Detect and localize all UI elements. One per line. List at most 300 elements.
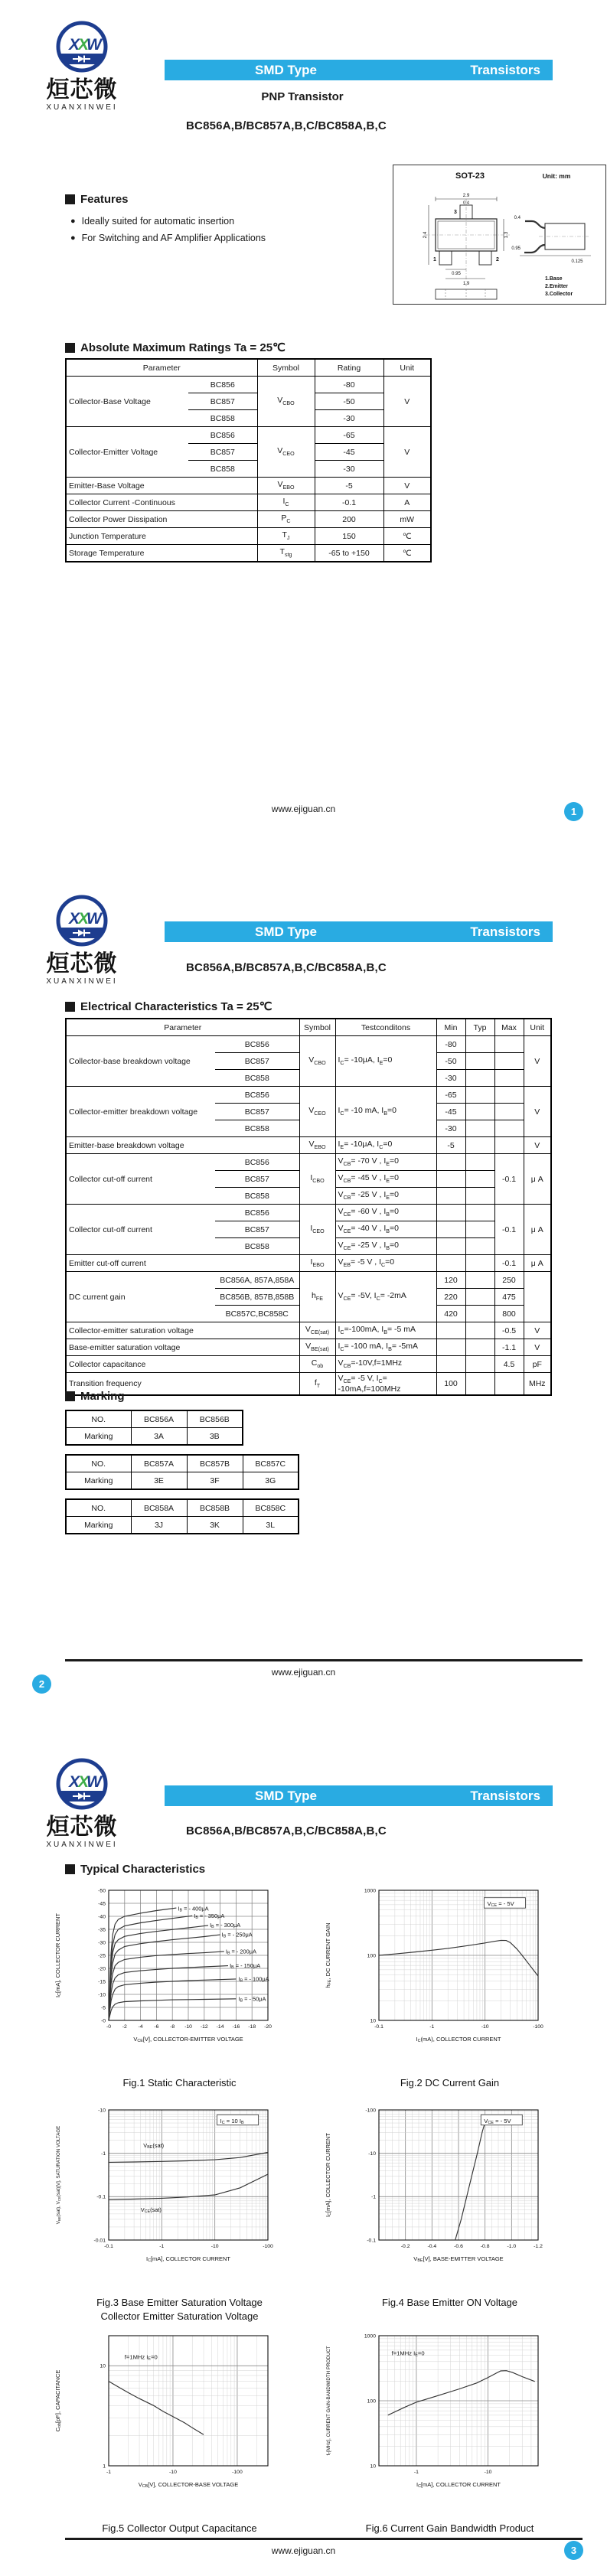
svg-text:-0.2: -0.2	[400, 2244, 410, 2249]
feature-item: ● Ideally suited for automatic insertion	[70, 216, 235, 227]
svg-text:10: 10	[370, 2018, 376, 2024]
table-row	[66, 1087, 551, 1104]
cell: BC858	[215, 1070, 299, 1087]
cell: BC857	[215, 1221, 299, 1238]
table-row	[66, 545, 431, 562]
cell	[465, 1356, 494, 1373]
fig6-gain-bandwidth-plot	[318, 2327, 582, 2518]
cell: Collector cut-off current	[66, 1154, 215, 1205]
cell	[494, 1104, 524, 1120]
table-row	[66, 528, 431, 545]
svg-text:-50: -50	[98, 1888, 106, 1894]
svg-text:-100: -100	[365, 2108, 376, 2114]
cell: BC858A	[131, 1499, 187, 1517]
cell: BC856	[215, 1205, 299, 1221]
svg-text:-1.0: -1.0	[507, 2244, 517, 2249]
brand-name-cn: 烜芯微	[46, 1815, 118, 1840]
cell: μ A	[524, 1154, 551, 1205]
svg-text:IC(mA), COLLECTOR CURRENT: IC(mA), COLLECTOR CURRENT	[416, 2036, 501, 2043]
cell: $T_J$	[257, 528, 315, 545]
cell: 250	[494, 1272, 524, 1289]
fig6-caption: Fig.6 Current Gain Bandwidth Product	[365, 2522, 534, 2534]
table-row	[66, 1272, 551, 1289]
cell: -0.1	[494, 1154, 524, 1205]
cell: $V_{CB}= -25$ V , $I_E=0$	[335, 1188, 436, 1205]
cell: Marking	[66, 1472, 131, 1490]
fig2-caption: Fig.2 DC Current Gain	[400, 2077, 500, 2089]
svg-text:10: 10	[100, 2363, 106, 2369]
cell: 220	[436, 1289, 465, 1306]
doc-title: BC856A,B/BC857A,B,C/BC858A,B,C	[186, 1824, 387, 1837]
marking-table	[65, 1454, 299, 1490]
cell	[494, 1070, 524, 1087]
cell: -1.1	[494, 1339, 524, 1356]
svg-text:1000: 1000	[364, 2333, 376, 2340]
svg-text:-12: -12	[200, 2024, 208, 2030]
svg-text:-0: -0	[106, 2024, 112, 2030]
cell	[494, 1120, 524, 1137]
header-left-label: SMD Type	[255, 62, 317, 77]
table-row	[66, 1339, 551, 1356]
electrical-heading: Electrical Characteristics Ta = 25℃	[65, 999, 272, 1013]
cell: BC857C,BC858C	[215, 1306, 299, 1322]
cell	[436, 1322, 465, 1339]
cell: 800	[494, 1306, 524, 1322]
cell	[494, 1137, 524, 1154]
cell: Collector Power Dissipation	[66, 511, 257, 528]
svg-text:-10: -10	[368, 2151, 376, 2157]
cell: -50	[436, 1053, 465, 1070]
fig1-static-characteristic-plot	[47, 1881, 312, 2072]
cell: $I_{CBO}$	[299, 1154, 335, 1205]
header-bar	[165, 921, 553, 942]
cell: NO.	[66, 1410, 131, 1428]
square-bullet-icon	[65, 1002, 75, 1012]
cell: Collector-Emitter Voltage	[66, 427, 188, 478]
cell: BC856	[215, 1036, 299, 1053]
svg-text:IB = - 50μA: IB = - 50μA	[238, 1995, 266, 2004]
svg-text:-0: -0	[100, 2018, 106, 2024]
svg-text:-0.6: -0.6	[454, 2244, 463, 2249]
cell: $P_C$	[257, 511, 315, 528]
footer-rule	[65, 1659, 583, 1661]
typical-heading: Typical Characteristics	[65, 1863, 205, 1876]
svg-text:-100: -100	[232, 2470, 243, 2475]
cell: BC856	[215, 1087, 299, 1104]
svg-text:1.9: 1.9	[462, 282, 470, 286]
package-drawing-box	[393, 165, 606, 305]
svg-text:-10: -10	[481, 2024, 489, 2030]
cell: 3B	[187, 1428, 243, 1446]
cell: BC856B, 857B,858B	[215, 1289, 299, 1306]
cell: Base-emitter saturation voltage	[66, 1339, 299, 1356]
cell: Collector capacitance	[66, 1356, 299, 1373]
table-row	[66, 1455, 299, 1472]
cell: -30	[315, 410, 383, 427]
cell: -80	[436, 1036, 465, 1053]
cell: $V_{EBO}$	[257, 478, 315, 494]
doc-title: BC856A,B/BC857A,B,C/BC858A,B,C	[186, 119, 387, 132]
cell: Collector-emitter breakdown voltage	[66, 1087, 215, 1137]
svg-text:0.125: 0.125	[571, 259, 583, 264]
cell: Collector cut-off current	[66, 1205, 215, 1255]
cell: NO.	[66, 1499, 131, 1517]
cell: BC857	[215, 1104, 299, 1120]
svg-text:Unit: mm: Unit: mm	[542, 172, 571, 180]
marking-heading: Marking	[65, 1390, 125, 1403]
cell: $V_{CBO}$	[257, 377, 315, 427]
doc-title: BC856A,B/BC857A,B,C/BC858A,B,C	[186, 961, 387, 974]
square-bullet-icon	[65, 1864, 75, 1874]
svg-text:f=1MHz IE=0: f=1MHz IE=0	[391, 2349, 425, 2358]
header-left-label: SMD Type	[255, 1788, 317, 1803]
column-header: Min	[436, 1019, 465, 1036]
cell	[465, 1289, 494, 1306]
column-header: Symbol	[257, 359, 315, 377]
cell: MHz	[524, 1373, 551, 1396]
svg-text:IB = - 400μA: IB = - 400μA	[178, 1905, 209, 1913]
table-row	[66, 494, 431, 511]
cell: BC858B	[187, 1499, 243, 1517]
cell: $V_{CE(sat)}$	[299, 1322, 335, 1339]
cell: $I_{CEO}$	[299, 1205, 335, 1255]
svg-text:-40: -40	[98, 1914, 106, 1920]
table-row	[66, 359, 431, 377]
cell: V	[383, 377, 431, 427]
cell: BC858	[215, 1238, 299, 1255]
cell: Storage Temperature	[66, 545, 257, 562]
cell: Junction Temperature	[66, 528, 257, 545]
brand-logo-icon	[53, 1756, 111, 1812]
svg-text:X: X	[69, 1773, 80, 1791]
svg-text:IC = 10 IB: IC = 10 IB	[220, 2117, 244, 2125]
svg-text:VBE(sat), VCE(sat)[V], SATUR: VBE(sat), VCE(sat)[V], SATURATION VOLTAGE	[56, 2125, 61, 2225]
cell	[436, 1188, 465, 1205]
cell: BC856A	[131, 1410, 187, 1428]
cell	[465, 1087, 494, 1104]
cell: BC858	[215, 1188, 299, 1205]
svg-text:0.95: 0.95	[511, 246, 521, 251]
figure-2	[318, 1881, 582, 2090]
svg-text:-1: -1	[106, 2470, 112, 2475]
svg-text:10: 10	[370, 2464, 376, 2470]
svg-text:-0.1: -0.1	[104, 2244, 113, 2249]
cell: $V_{EBO}$	[299, 1137, 335, 1154]
cell	[465, 1306, 494, 1322]
cell	[465, 1255, 494, 1272]
cell	[465, 1272, 494, 1289]
svg-text:100: 100	[367, 1953, 376, 1959]
cell: -0.1	[494, 1255, 524, 1272]
svg-text:-0.01: -0.01	[93, 2238, 106, 2244]
figure-4	[318, 2101, 582, 2310]
svg-text:2.Emitter: 2.Emitter	[545, 284, 568, 289]
svg-text:2.4: 2.4	[423, 231, 428, 239]
cell: 420	[436, 1306, 465, 1322]
fig4-caption: Fig.4 Base Emitter ON Voltage	[381, 2297, 518, 2308]
svg-text:0.95: 0.95	[452, 272, 461, 276]
column-header: Testconditons	[335, 1019, 436, 1036]
dot-bullet-icon: ●	[70, 217, 76, 226]
svg-text:-1: -1	[100, 2151, 106, 2157]
svg-text:-25: -25	[98, 1953, 106, 1959]
cell: $V_{CEO}$	[257, 427, 315, 478]
cell	[465, 1205, 494, 1221]
brand-logo-icon	[53, 892, 111, 949]
table-row	[66, 1036, 551, 1053]
cell: BC857B	[187, 1455, 243, 1472]
svg-text:-15: -15	[98, 1979, 106, 1985]
electrical-characteristics-table	[65, 1018, 552, 1396]
cell	[436, 1255, 465, 1272]
cell: 3L	[243, 1517, 299, 1534]
cell: pF	[524, 1356, 551, 1373]
svg-text:-0.4: -0.4	[427, 2244, 437, 2249]
svg-text:-1.2: -1.2	[534, 2244, 543, 2249]
cell: μ A	[524, 1205, 551, 1255]
cell: Collector-emitter saturation voltage	[66, 1322, 299, 1339]
footer-url: www.ejiguan.cn	[271, 1667, 336, 1678]
column-header: Unit	[524, 1019, 551, 1036]
svg-text:VBE(sat): VBE(sat)	[143, 2142, 165, 2150]
header-right-label: Transistors	[470, 1788, 540, 1803]
cell	[436, 1238, 465, 1255]
svg-text:-1: -1	[429, 2024, 435, 2030]
svg-text:VCE[V], COLLECTOR-EMITTER VOLT: VCE[V], COLLECTOR-EMITTER VOLTAGE	[133, 2036, 243, 2043]
svg-text:VBE[V], BASE-EMITTER VOLTAGE: VBE[V], BASE-EMITTER VOLTAGE	[413, 2255, 504, 2263]
cell: BC856	[188, 377, 257, 393]
cell: 475	[494, 1289, 524, 1306]
cell	[465, 1188, 494, 1205]
cell	[465, 1120, 494, 1137]
svg-text:-4: -4	[138, 2024, 143, 2030]
column-header: Symbol	[299, 1019, 335, 1036]
svg-text:-100: -100	[263, 2244, 273, 2249]
marking-table	[65, 1410, 243, 1446]
cell: $V_{CE}= -5V$, $I_C= -2mA$	[335, 1272, 436, 1322]
svg-text:-8: -8	[170, 2024, 175, 2030]
cell: -30	[315, 461, 383, 478]
fig5-caption: Fig.5 Collector Output Capacitance	[102, 2522, 257, 2534]
header-right-label: Transistors	[470, 924, 540, 939]
svg-text:-1: -1	[370, 2194, 376, 2200]
svg-text:fT[MHz], CURRENT GAIN-BANDWIDT: fT[MHz], CURRENT GAIN-BANDWIDTH PRODUCT	[326, 2346, 331, 2456]
cell: 3J	[131, 1517, 187, 1534]
table-row	[66, 427, 431, 444]
svg-text:X: X	[78, 1773, 90, 1791]
cell: -50	[315, 393, 383, 410]
header-bar	[165, 60, 553, 80]
cell: BC856B	[187, 1410, 243, 1428]
cell: $V_{CE}= -25$ V , $I_B=0$	[335, 1238, 436, 1255]
cell: -30	[436, 1120, 465, 1137]
cell	[465, 1104, 494, 1120]
svg-text:-0.1: -0.1	[374, 2024, 383, 2030]
svg-text:-10: -10	[98, 2108, 106, 2114]
fig3-caption: Fig.3 Base Emitter Saturation Voltage Collector Emitter Saturation Voltage	[96, 2297, 263, 2322]
svg-text:VCE = - 5V: VCE = - 5V	[484, 2117, 511, 2125]
table-row	[66, 1322, 551, 1339]
cell: -65 to +150	[315, 545, 383, 562]
figure-3	[47, 2101, 312, 2323]
svg-text:X: X	[69, 36, 80, 54]
brand-name-en: XUANXINWEI	[46, 1841, 118, 1849]
fig3-saturation-voltage-plot	[47, 2101, 312, 2292]
svg-text:0.4: 0.4	[462, 201, 470, 206]
svg-text:IC[mA], COLLECTOR CURRENT: IC[mA], COLLECTOR CURRENT	[54, 1912, 62, 1998]
svg-text:X: X	[78, 910, 90, 928]
cell: $h_{FE}$	[299, 1272, 335, 1322]
square-bullet-icon	[65, 194, 75, 204]
fig5-collector-output-capacitance-plot	[47, 2327, 312, 2518]
svg-text:IB = - 350μA: IB = - 350μA	[194, 1912, 225, 1920]
cell	[465, 1171, 494, 1188]
cell: Transition frequency	[66, 1373, 299, 1396]
cell: V	[524, 1036, 551, 1087]
column-header: Max	[494, 1019, 524, 1036]
svg-text:f=1MHz IE=0: f=1MHz IE=0	[124, 2353, 158, 2362]
cell: BC856	[188, 427, 257, 444]
cell: $f_T$	[299, 1373, 335, 1396]
table-row	[66, 1499, 299, 1517]
cell: -80	[315, 377, 383, 393]
cell: $V_{CB}=-10V,f=1MHz$	[335, 1356, 436, 1373]
svg-text:W: W	[86, 1773, 102, 1791]
cell: V	[524, 1322, 551, 1339]
svg-text:100: 100	[367, 2398, 376, 2405]
table-row	[66, 1428, 243, 1446]
fig4-base-emitter-on-voltage-plot	[318, 2101, 582, 2292]
cell: V	[524, 1339, 551, 1356]
column-header: Unit	[383, 359, 431, 377]
cell: DC current gain	[66, 1272, 215, 1322]
marking-table	[65, 1498, 299, 1534]
brand-logo	[32, 1756, 132, 1849]
svg-text:2.9: 2.9	[462, 193, 470, 198]
svg-text:IB = - 200μA: IB = - 200μA	[225, 1948, 256, 1956]
cell: Collector Current -Continuous	[66, 494, 257, 511]
cell	[436, 1339, 465, 1356]
cell: $V_{CB}= -45$ V , $I_E=0$	[335, 1171, 436, 1188]
cell: $V_{CE}= -5$ V, $I_C= -10mA,f=100MHz$	[335, 1373, 436, 1396]
cell	[494, 1373, 524, 1396]
svg-text:IC[mA], COLLECTOR CURRENT: IC[mA], COLLECTOR CURRENT	[416, 2481, 501, 2489]
svg-text:IC[mA], COLLECTOR CURRENT: IC[mA], COLLECTOR CURRENT	[325, 2132, 332, 2218]
fig1-caption: Fig.1 Static Characteristic	[122, 2077, 237, 2089]
cell	[494, 1087, 524, 1104]
svg-text:1: 1	[103, 2464, 106, 2470]
column-header: Parameter	[66, 1019, 299, 1036]
svg-text:-5: -5	[100, 2005, 106, 2011]
svg-text:-20: -20	[98, 1966, 106, 1972]
cell: Collector-base breakdown voltage	[66, 1036, 215, 1087]
cell: BC858	[188, 410, 257, 427]
svg-text:-0.1: -0.1	[367, 2238, 376, 2244]
svg-text:-10: -10	[210, 2244, 219, 2249]
cell	[465, 1137, 494, 1154]
svg-text:-10: -10	[169, 2470, 177, 2475]
table-row	[66, 1356, 551, 1373]
svg-text:Cob[pF], CAPACITANCE: Cob[pF], CAPACITANCE	[54, 2369, 62, 2432]
table-row	[66, 1154, 551, 1171]
footer-url: www.ejiguan.cn	[271, 2545, 336, 2556]
cell: BC857	[188, 444, 257, 461]
cell: V	[524, 1137, 551, 1154]
svg-text:hFE, DC CURRENT GAIN: hFE, DC CURRENT GAIN	[325, 1922, 332, 1988]
cell: 3F	[187, 1472, 243, 1490]
svg-text:VCE = - 5V: VCE = - 5V	[487, 1900, 514, 1909]
svg-text:-2: -2	[122, 2024, 127, 2030]
cell	[494, 1036, 524, 1053]
table-row	[66, 1373, 551, 1396]
cell: BC858	[188, 461, 257, 478]
svg-text:IB = - 150μA: IB = - 150μA	[230, 1962, 261, 1970]
cell: 200	[315, 511, 383, 528]
cell: -45	[436, 1104, 465, 1120]
cell: BC857	[215, 1053, 299, 1070]
svg-text:SOT-23: SOT-23	[455, 171, 485, 181]
svg-text:2: 2	[496, 257, 499, 262]
cell: Collector-Base Voltage	[66, 377, 188, 427]
svg-text:-10: -10	[184, 2024, 192, 2030]
svg-text:0.4: 0.4	[514, 216, 521, 220]
cell: -0.1	[315, 494, 383, 511]
svg-text:-45: -45	[98, 1901, 106, 1907]
page-number-badge: 3	[564, 2541, 583, 2560]
figure-6	[318, 2327, 582, 2535]
svg-text:-16: -16	[232, 2024, 240, 2030]
cell: $V_{BE(sat)}$	[299, 1339, 335, 1356]
cell	[436, 1154, 465, 1171]
dot-bullet-icon: ●	[70, 233, 76, 243]
cell	[465, 1221, 494, 1238]
brand-name-cn: 烜芯微	[46, 951, 118, 977]
fig2-dc-current-gain-plot	[318, 1881, 582, 2072]
page-number-badge: 2	[32, 1674, 51, 1694]
cell: BC858C	[243, 1499, 299, 1517]
cell: 3E	[131, 1472, 187, 1490]
column-header: Typ	[465, 1019, 494, 1036]
svg-text:W: W	[86, 36, 102, 54]
svg-text:-10: -10	[98, 1992, 106, 1998]
column-header: Parameter	[66, 359, 257, 377]
cell: BC857A	[131, 1455, 187, 1472]
cell: BC856A, 857A,858A	[215, 1272, 299, 1289]
cell: -5	[436, 1137, 465, 1154]
table-row	[66, 1205, 551, 1221]
cell	[436, 1205, 465, 1221]
table-row	[66, 1410, 243, 1428]
package-drawing	[393, 165, 605, 304]
brand-name-en: XUANXINWEI	[46, 103, 118, 112]
cell: Marking	[66, 1517, 131, 1534]
cell: $C_{ob}$	[299, 1356, 335, 1373]
feature-item: ● For Switching and AF Amplifier Applications	[70, 233, 266, 243]
cell: -0.1	[494, 1205, 524, 1255]
brand-name-cn: 烜芯微	[46, 77, 118, 103]
svg-text:-10: -10	[484, 2470, 492, 2475]
cell: $I_C=-100mA$, $I_B= -5$ mA	[335, 1322, 436, 1339]
cell	[465, 1373, 494, 1396]
cell: Emitter-base breakdown voltage	[66, 1137, 299, 1154]
cell: -65	[436, 1087, 465, 1104]
cell: ℃	[383, 545, 431, 562]
cell: $I_C= -100$ mA, $I_B= -5mA$	[335, 1339, 436, 1356]
svg-text:IC[mA], COLLECTOR CURRENT: IC[mA], COLLECTOR CURRENT	[145, 2255, 231, 2263]
svg-text:IB = - 250μA: IB = - 250μA	[221, 1931, 253, 1939]
cell: $V_{CE}= -40$ V , $I_B=0$	[335, 1221, 436, 1238]
svg-text:VCE(sat): VCE(sat)	[140, 2206, 162, 2214]
